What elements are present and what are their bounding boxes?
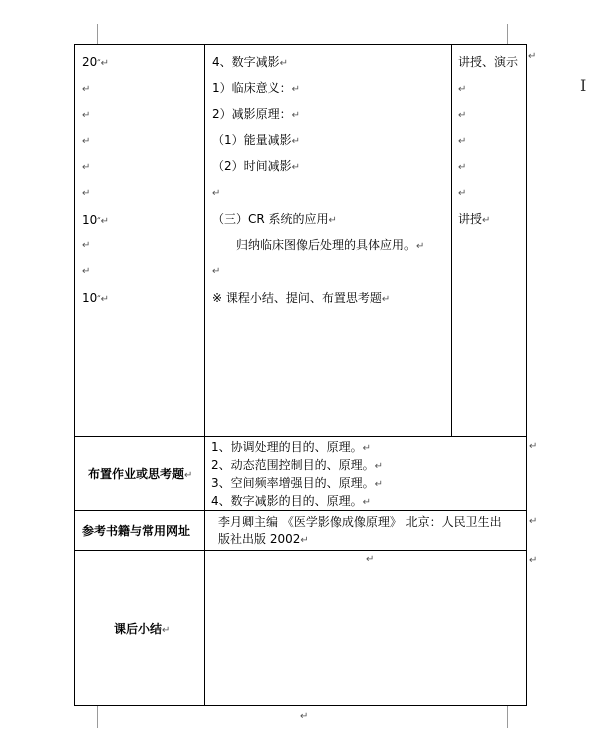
para-mark: ↵	[458, 162, 467, 173]
row-end-mark: ↵	[529, 516, 538, 527]
content-sub-2: 2）减影原理：↵	[212, 107, 301, 121]
para-mark: ↵	[300, 711, 309, 722]
homework-item: 3、空间频率增强目的、原理。↵	[211, 476, 384, 490]
time-cell-3: 10″↵	[82, 291, 110, 305]
para-mark: ↵	[458, 84, 467, 95]
text-cursor-icon: I	[580, 76, 587, 95]
content-sec-3: （三）CR 系统的应用↵	[212, 212, 337, 226]
content-summary: ※ 课程小结、提问、布置思考题↵	[212, 291, 391, 305]
para-mark: ↵	[528, 51, 537, 62]
content-sub-2a: （1）能量减影↵	[212, 133, 301, 147]
time-cell-2: 10″↵	[82, 213, 110, 227]
margin-mark-bottom-right	[507, 706, 508, 728]
references-line-2: 版社出版 2002↵	[218, 532, 309, 546]
row-end-mark: ↵	[529, 441, 538, 452]
homework-item: 4、数字减影的目的、原理。↵	[211, 494, 372, 508]
content-sec-3-desc: 归纳临床图像后处理的具体应用。↵	[236, 238, 425, 252]
references-label: 参考书籍与常用网址	[82, 524, 191, 538]
homework-label: 布置作业或思考题↵	[88, 467, 193, 481]
para-mark: ↵	[212, 188, 221, 199]
margin-mark-top-left	[97, 24, 98, 44]
margin-mark-bottom-left	[97, 706, 98, 728]
references-line-1: 李月卿主编 《医学影像成像原理》 北京：人民卫生出	[218, 515, 502, 529]
content-sub-2b: （2）时间减影↵	[212, 159, 301, 173]
para-mark: ↵	[82, 188, 91, 199]
para-mark: ↵	[458, 188, 467, 199]
time-cell-1: 20″↵	[82, 55, 110, 69]
content-item-4: 4、数字减影↵	[212, 55, 289, 69]
method-cell-2: 讲授↵	[458, 212, 491, 226]
para-mark: ↵	[458, 110, 467, 121]
para-mark: ↵	[82, 84, 91, 95]
homework-item: 1、协调处理的目的、原理。↵	[211, 440, 372, 454]
para-mark: ↵	[82, 136, 91, 147]
para-mark: ↵	[458, 136, 467, 147]
content-sub-1: 1）临床意义：↵	[212, 81, 301, 95]
para-mark: ↵	[82, 240, 91, 251]
margin-mark-top-right	[507, 24, 508, 44]
homework-item: 2、动态范围控制目的、原理。↵	[211, 458, 384, 472]
para-mark: ↵	[366, 554, 375, 565]
method-cell-1: 讲授、演示	[458, 55, 519, 69]
para-mark: ↵	[82, 266, 91, 277]
afterclass-label: 课后小结↵	[114, 622, 171, 636]
para-mark: ↵	[82, 110, 91, 121]
para-mark: ↵	[212, 266, 221, 277]
row-end-mark: ↵	[529, 555, 538, 566]
para-mark: ↵	[82, 162, 91, 173]
